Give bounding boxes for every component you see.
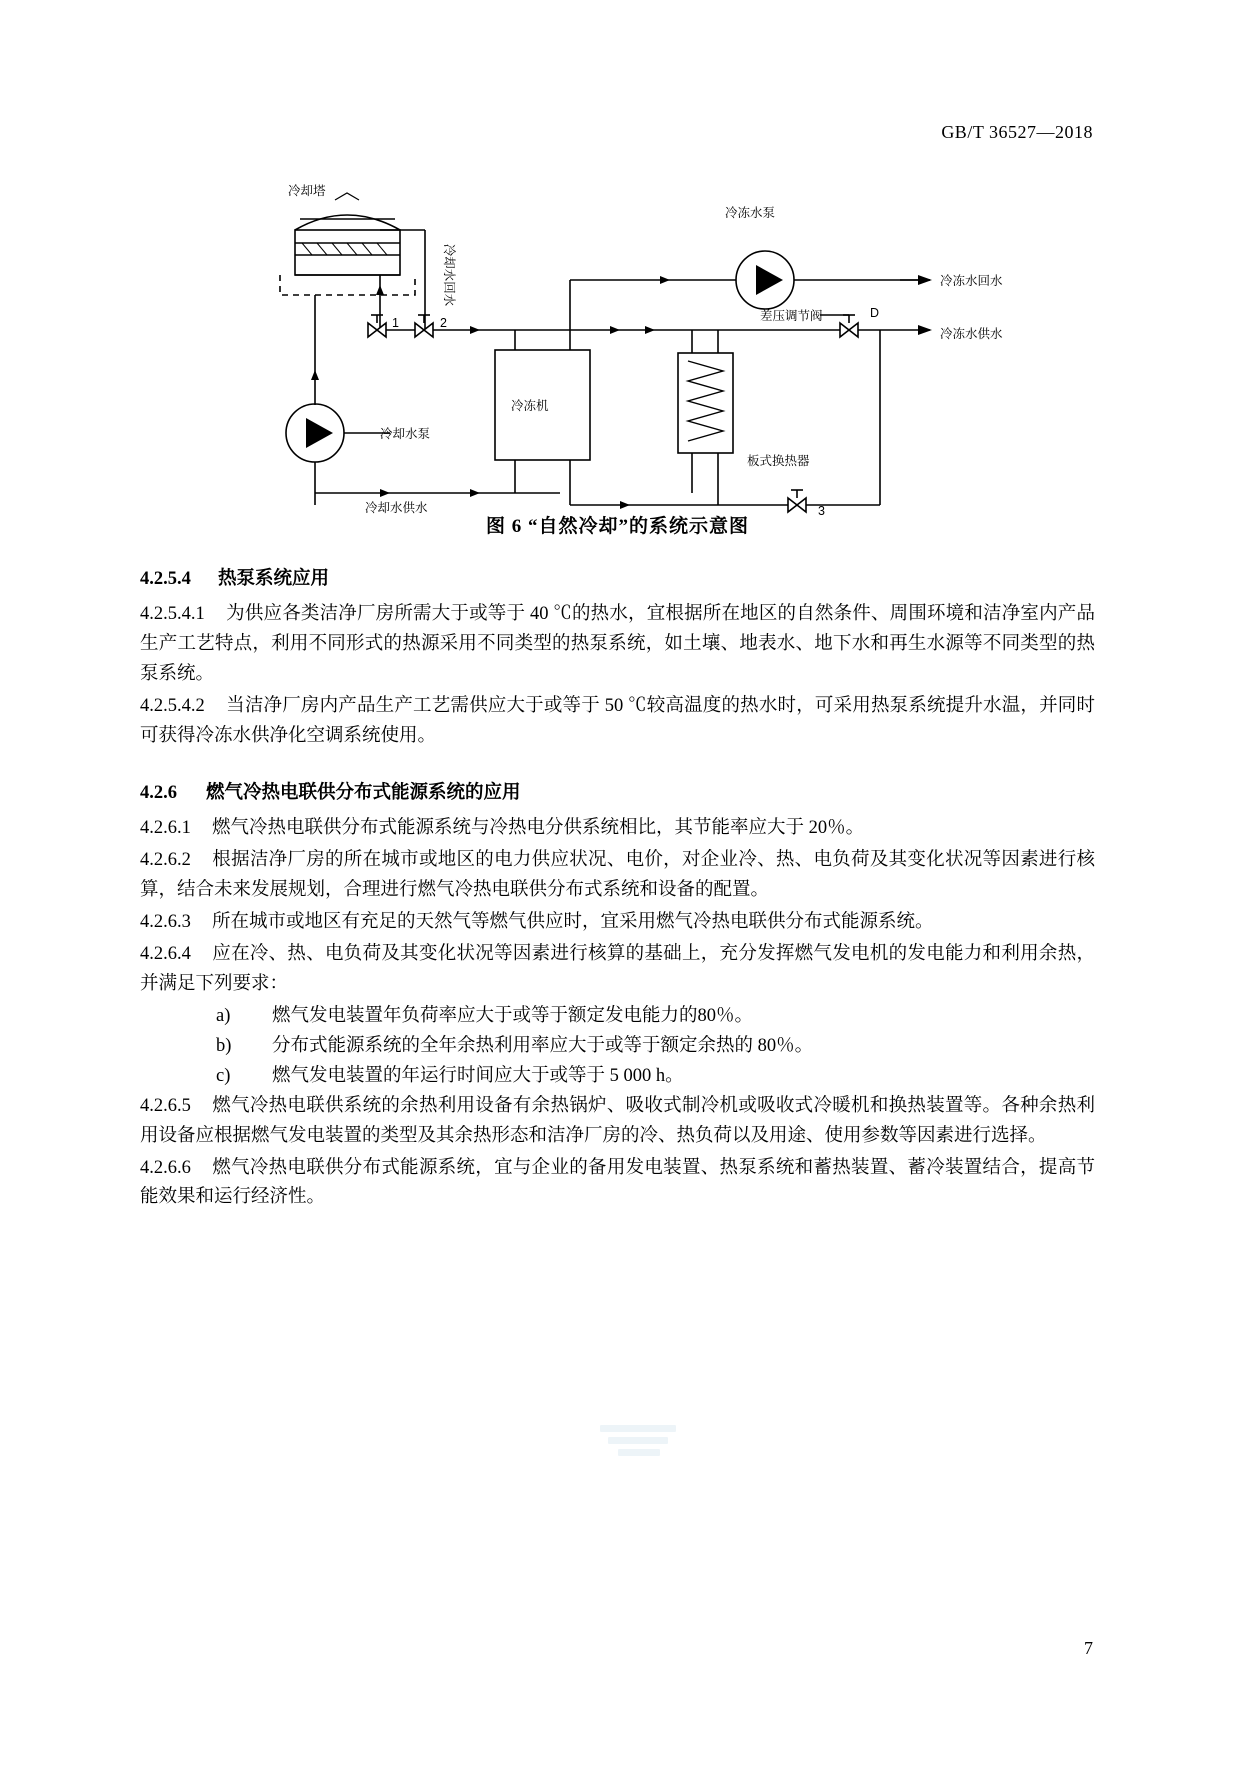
paragraph-text: 燃气冷热电联供系统的余热利用设备有余热锅炉、吸收式制冷机或吸收式冷暖机和换热装置等。各种余热利用设备应根据燃气发电装置的类型及其余热形态和洁净厂房的冷、热负荷以及用途、使用参数等因素进行选择。 xyxy=(140,1095,1095,1146)
paragraph-text: 所在城市或地区有充足的天然气等燃气供应时，宜采用燃气冷热电联供分布式能源系统。 xyxy=(212,911,934,932)
label-valve-2: 2 xyxy=(440,316,447,330)
label-cooling-water-pump: 冷却水泵 xyxy=(380,427,431,441)
paragraph-4-2-5-4-2 xyxy=(140,692,1095,752)
section-heading-4254 xyxy=(140,564,1095,590)
section-heading-426 xyxy=(140,778,1095,804)
page-number: 7 xyxy=(1084,1638,1093,1658)
list-item xyxy=(140,1002,1095,1032)
paragraph-text: 根据洁净厂房的所在城市或地区的电力供应状况、电价，对企业冷、热、电负荷及其变化状况等因素进行核算，结合未来发展规划，合理进行燃气冷热电联供分布式系统和设备的配置。 xyxy=(140,849,1095,900)
label-plate-heat-exchanger: 板式换热器 xyxy=(747,454,810,468)
paragraph-lead: 4.2.5.4.2 xyxy=(140,695,205,716)
paragraph-text: 应在冷、热、电负荷及其变化状况等因素进行核算的基础上，充分发挥燃气发电机的发电能力和利用余热，并满足下列要求： xyxy=(140,943,1095,994)
paragraph-lead: 4.2.6.1 xyxy=(140,817,191,838)
figure-6-diagram xyxy=(140,175,1095,518)
label-cooling-return-water: 冷却水回水 xyxy=(442,243,456,307)
watermark xyxy=(600,1425,690,1465)
paragraph-lead: 4.2.6.3 xyxy=(140,911,191,932)
paragraph-4-2-6-1 xyxy=(140,814,1095,844)
list-text: 分布式能源系统的全年余热利用率应大于或等于额定余热的 80％。 xyxy=(272,1035,814,1056)
section-number: 4.2.6 xyxy=(140,782,177,803)
list-marker: a) xyxy=(216,1005,231,1026)
page-content xyxy=(140,175,1095,1215)
section-title: 热泵系统应用 xyxy=(218,569,330,589)
label-chilled-water-return: 冷冻水回水 xyxy=(940,274,1003,288)
paragraph-text: 为供应各类洁净厂房所需大于或等于 40 ℃的热水，宜根据所在地区的自然条件、周围环境和洁净室内产品生产工艺特点，利用不同形式的热源采用不同类型的热泵系统，如土壤、地表水、地下水和再生水源等不同类型的热泵系统。 xyxy=(140,604,1095,684)
label-valve-3: 3 xyxy=(818,504,825,518)
paragraph-lead: 4.2.6.4 xyxy=(140,943,191,964)
label-cooling-tower: 冷却塔 xyxy=(288,184,326,198)
list-text: 燃气发电装置的年运行时间应大于或等于 5 000 h。 xyxy=(272,1065,684,1086)
list-marker: b) xyxy=(216,1035,232,1056)
paragraph-lead: 4.2.6.6 xyxy=(140,1157,191,1178)
label-valve-d: D xyxy=(870,306,880,320)
section-title: 燃气冷热电联供分布式能源系统的应用 xyxy=(206,782,521,803)
paragraph-4-2-6-5 xyxy=(140,1092,1095,1152)
figure-caption: 图 6 “自然冷却”的系统示意图 xyxy=(485,516,749,537)
paragraph-4-2-5-4-1 xyxy=(140,600,1095,690)
paragraph-text: 燃气冷热电联供分布式能源系统，宜与企业的备用发电装置、热泵系统和蓄热装置、蓄冷装置结合，提高节能效果和运行经济性。 xyxy=(140,1157,1095,1208)
paragraph-4-2-6-3 xyxy=(140,908,1095,938)
label-chilled-water-supply: 冷冻水供水 xyxy=(940,327,1003,341)
paragraph-4-2-6-4 xyxy=(140,940,1095,1000)
section-number: 4.2.5.4 xyxy=(140,569,191,589)
paragraph-4-2-6-6 xyxy=(140,1154,1095,1214)
label-valve-1: 1 xyxy=(392,316,399,330)
paragraph-lead: 4.2.6.2 xyxy=(140,849,191,870)
paragraph-4-2-6-2 xyxy=(140,846,1095,906)
label-cooling-water-supply: 冷却水供水 xyxy=(365,501,428,515)
list-text: 燃气发电装置年负荷率应大于或等于额定发电能力的80％。 xyxy=(272,1005,754,1026)
list-marker: c) xyxy=(216,1065,231,1086)
standard-code-header: GB/T 36527—2018 xyxy=(941,122,1093,142)
paragraph-lead: 4.2.5.4.1 xyxy=(140,604,205,624)
paragraph-text: 当洁净厂房内产品生产工艺需供应大于或等于 50 ℃较高温度的热水时，可采用热泵系统提升水温，并同时可获得冷冻水供净化空调系统使用。 xyxy=(140,695,1095,746)
label-chilled-water-pump: 冷冻水泵 xyxy=(725,206,776,220)
label-differential-pressure-valve: 差压调节阀 xyxy=(760,309,823,323)
list-item xyxy=(140,1032,1095,1062)
label-chiller: 冷冻机 xyxy=(511,399,549,413)
paragraph-text: 燃气冷热电联供分布式能源系统与冷热电分供系统相比，其节能率应大于 20％。 xyxy=(212,817,865,838)
list-item xyxy=(140,1062,1095,1092)
paragraph-lead: 4.2.6.5 xyxy=(140,1095,191,1116)
